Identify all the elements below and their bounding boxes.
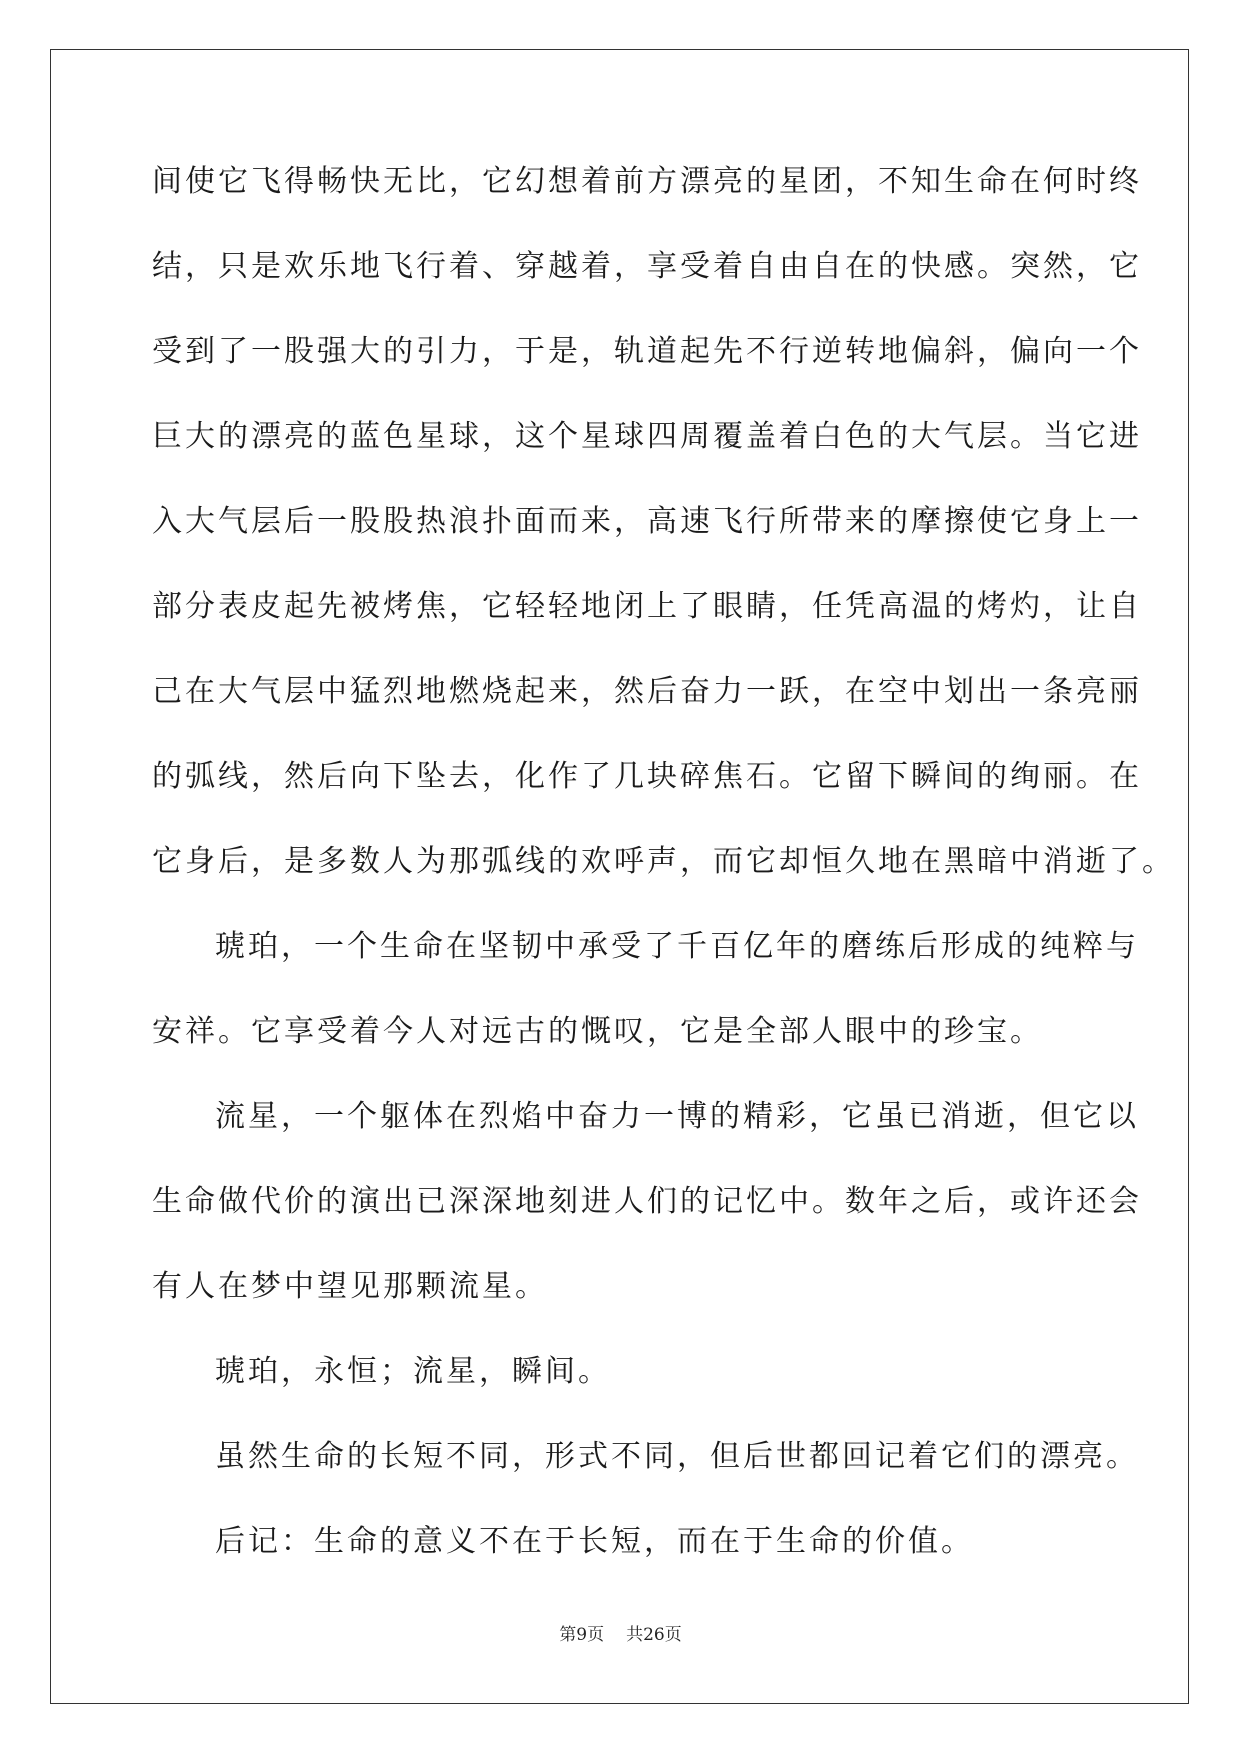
text-line: 安祥。它享受着今人对远古的慨叹，它是全部人眼中的珍宝。: [152, 1014, 1043, 1049]
page-footer: [0, 1620, 1241, 1645]
text-line: 入大气层后一股股热浪扑面而来，高速飞行所带来的摩擦使它身上一: [152, 504, 1142, 539]
text-line: 巨大的漂亮的蓝色星球，这个星球四周覆盖着白色的大气层。当它进: [152, 419, 1142, 454]
text-line: 生命做代价的演出已深深地刻进人们的记忆中。数年之后，或许还会: [152, 1184, 1142, 1219]
text-line: 间使它飞得畅快无比，它幻想着前方漂亮的星团，不知生命在何时终: [152, 164, 1142, 199]
paragraph-start-line: 流星，一个躯体在烈焰中奋力一博的精彩，它虽已消逝，但它以: [215, 1099, 1139, 1134]
paragraph-start-line: 后记：生命的意义不在于长短，而在于生命的价值。: [215, 1524, 974, 1559]
body-text: [152, 162, 1175, 1607]
total-page-count: 共26页: [626, 1625, 682, 1645]
text-line: 部分表皮起先被烤焦，它轻轻地闭上了眼睛，任凭高温的烤灼，让自: [152, 589, 1142, 624]
paragraph-start-line: 琥珀，永恒；流星，瞬间。: [215, 1354, 611, 1389]
paragraph-start-line: 琥珀，一个生命在坚韧中承受了千百亿年的磨练后形成的纯粹与: [215, 929, 1139, 964]
text-line: 受到了一股强大的引力，于是，轨道起先不行逆转地偏斜，偏向一个: [152, 334, 1142, 369]
text-line: 己在大气层中猛烈地燃烧起来，然后奋力一跃，在空中划出一条亮丽: [152, 674, 1142, 709]
text-line: 的弧线，然后向下坠去，化作了几块碎焦石。它留下瞬间的绚丽。在: [152, 759, 1142, 794]
current-page-number: 第9页: [559, 1625, 605, 1645]
paragraph-start-line: 虽然生命的长短不同，形式不同，但后世都回记着它们的漂亮。: [215, 1439, 1139, 1474]
text-line: 结，只是欢乐地飞行着、穿越着，享受着自由自在的快感。突然，它: [152, 249, 1142, 284]
text-line: 有人在梦中望见那颗流星。: [152, 1269, 548, 1304]
text-line: 它身后，是多数人为那弧线的欢呼声，而它却恒久地在黑暗中消逝了。: [152, 844, 1175, 879]
